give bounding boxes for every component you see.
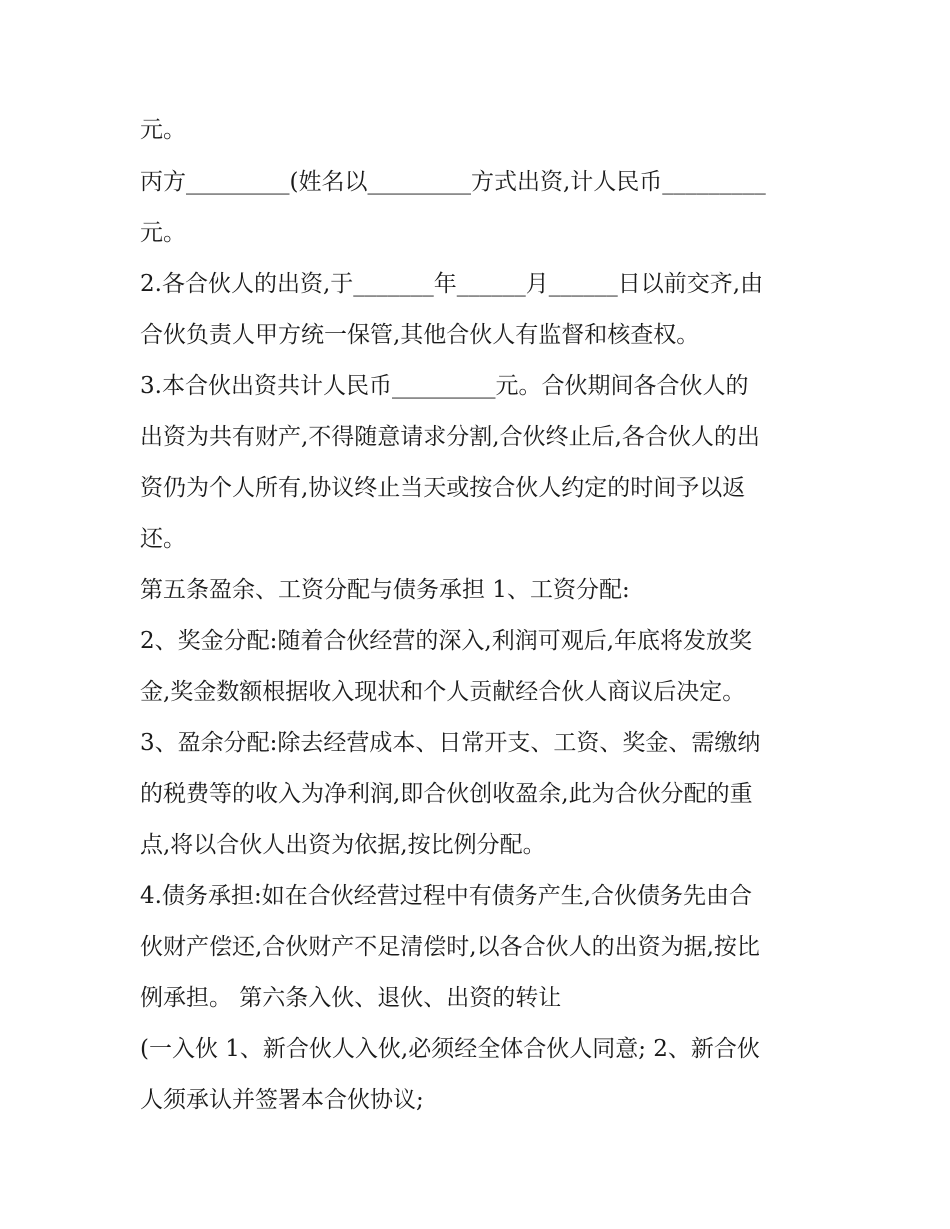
text-line: 元。	[140, 220, 186, 246]
text-line: 2、奖金分配:随着合伙经营的深入,利润可观后,年底将发放奖	[140, 628, 753, 654]
text-line: 资仍为个人所有,协议终止当天或按合伙人约定的时间予以返	[140, 475, 746, 501]
text-line: 伙财产偿还,合伙财产不足清偿时,以各合伙人的出资为据,按比	[140, 934, 760, 960]
text-line: 合伙负责人甲方统一保管,其他合伙人有监督和核查权。	[140, 322, 700, 348]
text-line: 4.债务承担:如在合伙经营过程中有债务产生,合伙债务先由合	[140, 883, 753, 909]
text-line: 出资为共有财产,不得随意请求分割,合伙终止后,各合伙人的出	[140, 424, 760, 450]
text-line: 人须承认并签署本合伙协议;	[140, 1087, 424, 1113]
text-line: (一入伙 1、新合伙人入伙,必须经全体合伙人同意; 2、新合伙	[140, 1036, 760, 1062]
text-line: 丙方_________(姓名以_________方式出资,计人民币_________	[140, 169, 766, 195]
text-line: 3.本合伙出资共计人民币_________元。合伙期间各合伙人的	[140, 373, 749, 399]
text-line: 的税费等的收入为净利润,即合伙创收盈余,此为合伙分配的重	[140, 781, 753, 807]
text-line: 金,奖金数额根据收入现状和个人贡献经合伙人商议后决定。	[140, 679, 746, 705]
text-line: 点,将以合伙人出资为依据,按比例分配。	[140, 832, 546, 858]
text-line: 还。	[140, 526, 186, 552]
text-line: 3、盈余分配:除去经营成本、日常开支、工资、奖金、需缴纳	[140, 730, 761, 756]
section-heading-5: 第五条盈余、工资分配与债务承担 1、工资分配:	[140, 577, 630, 603]
text-line: 例承担。 第六条入伙、退伙、出资的转让	[140, 985, 562, 1011]
text-line: 2.各合伙人的出资,于_______年______月______日以前交齐,由	[140, 271, 764, 297]
text-line: 元。	[140, 117, 186, 143]
